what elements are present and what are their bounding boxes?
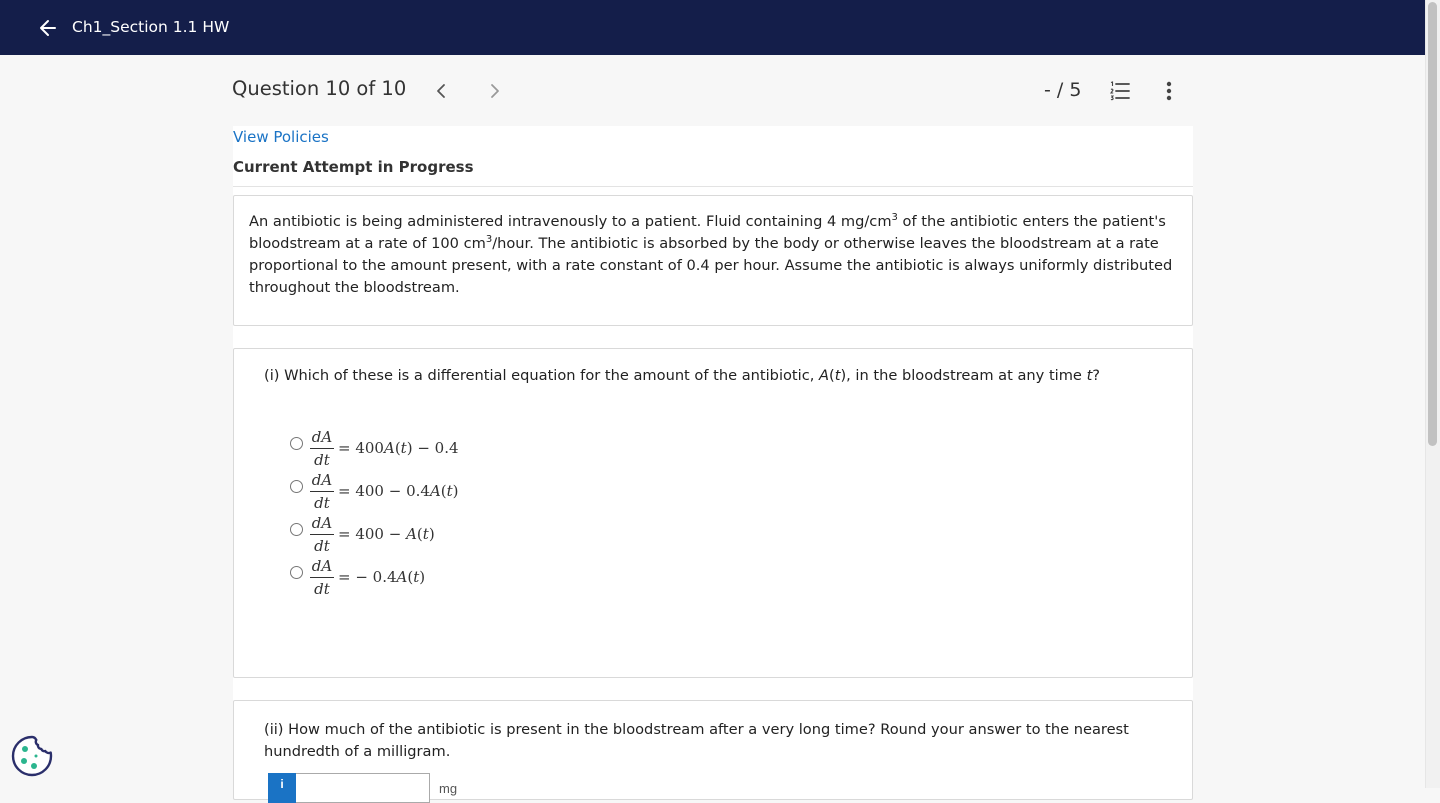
question-stem [233,195,1193,326]
fraction-dA-dt [310,427,334,470]
rhs-var: A [406,525,417,543]
frac-bar [310,577,334,578]
frac-bar [310,534,334,535]
q1-end-var: t [1086,367,1093,384]
rhs-var: A [429,482,441,500]
q1-var-t: t [834,367,841,384]
view-policies-link[interactable]: View Policies [233,128,329,146]
rhs-paren: ( [394,439,401,457]
fraction-dA-dt [310,470,334,513]
q1-suffix: ? [1092,367,1101,384]
q1-middle: , in the bloodstream at any time [846,367,1087,384]
radio-button-4[interactable] [290,566,303,579]
rhs-end: ) − 0.4 [406,439,459,457]
question-header [0,55,1425,126]
scrollbar-thumb[interactable] [1428,2,1437,446]
frac-bar [310,491,334,492]
part-1-question [264,367,1100,384]
frac-denominator: dt [314,580,330,598]
stem-sup-2: 3 [485,234,493,246]
rhs-var: A [383,439,395,457]
assignment-title: Ch1_Section 1.1 HW [72,18,230,36]
q1-prefix: (i) Which of these is a differential equation for the amount of the antibiotic, [264,367,820,384]
divider [233,186,1193,187]
rhs-end: ) [452,482,459,500]
frac-numerator: dA [311,514,333,532]
stem-sup-1: 3 [891,212,898,224]
attempt-status: Current Attempt in Progress [233,158,474,176]
answer-option-1[interactable] [290,428,590,473]
answer-option-2[interactable] [290,471,590,516]
numbered-list-icon [1108,79,1132,103]
radio-button-2[interactable] [290,480,303,493]
cookie-icon [11,735,53,777]
rhs-var-t: t [446,482,453,500]
equation-rhs-2 [338,482,459,500]
scrollbar[interactable] [1425,0,1440,788]
answer-option-4[interactable] [290,557,590,602]
part-2-card [233,700,1193,800]
equation-rhs-3 [338,525,435,543]
frac-denominator: dt [314,451,330,469]
rhs-paren: ( [416,525,423,543]
rhs-var: A [396,568,408,586]
frac-denominator: dt [314,537,330,555]
next-question-button[interactable] [484,81,504,101]
chevron-right-icon [484,81,504,101]
frac-numerator: dA [311,428,333,446]
fraction-dA-dt [310,556,334,599]
stem-text-1: An antibiotic is being administered intravenously to a patient. Fluid containing 4 mg/cm [249,213,892,230]
q1-var: A [819,367,829,384]
cookie-settings-button[interactable] [11,735,53,777]
back-button[interactable] [36,16,60,40]
rhs-part: = 400 − [338,525,407,543]
equation-rhs-1 [338,439,459,457]
chevron-left-icon [432,81,452,101]
info-badge[interactable]: i [268,773,296,803]
rhs-var-t: t [413,568,420,586]
more-options-button[interactable] [1157,79,1181,103]
frac-numerator: dA [311,557,333,575]
part-1-card [233,348,1193,678]
top-bar [0,0,1425,55]
rhs-var-t: t [400,439,407,457]
question-content [233,126,1193,796]
equation-rhs-4 [338,568,425,586]
fraction-dA-dt [310,513,334,556]
radio-button-3[interactable] [290,523,303,536]
previous-question-button[interactable] [432,81,452,101]
frac-bar [310,448,334,449]
frac-numerator: dA [311,471,333,489]
rhs-var-t: t [422,525,429,543]
rhs-part: = 400 [338,439,384,457]
more-vertical-icon [1157,79,1181,103]
rhs-part: = 400 − 0.4 [338,482,430,500]
q1-paren-open: ( [829,367,835,384]
answer-option-3[interactable] [290,514,590,559]
answer-unit: mg [439,781,458,796]
rhs-paren: ( [407,568,414,586]
question-counter: Question 10 of 10 [232,77,407,100]
frac-denominator: dt [314,494,330,512]
rhs-end: ) [419,568,426,586]
rhs-end: ) [428,525,435,543]
q1-paren-close: ) [840,367,847,384]
rhs-paren: ( [440,482,447,500]
rhs-part: = − 0.4 [338,568,397,586]
stem-text-3: /hour. The antibiotic is absorbed by the body or otherwise leaves the bloodstream at a rate proportional to the amount present, with a rate constant of 0.4 per hour. Assume the antibiotic is always uniformly distributed throughout the bloodstream. [249,235,1173,296]
question-list-button[interactable] [1108,79,1132,103]
stem-text-2: of the antibiotic enters the patient's bloodstream at a rate of 100 cm [249,213,1166,252]
score-display: - / 5 [1044,79,1082,101]
arrow-left-icon [38,18,58,38]
radio-button-1[interactable] [290,437,303,450]
part-2-question: (ii) How much of the antibiotic is present in the bloodstream after a very long time? Round your answer to the nearest hundredth of a milligram. [264,721,1129,760]
